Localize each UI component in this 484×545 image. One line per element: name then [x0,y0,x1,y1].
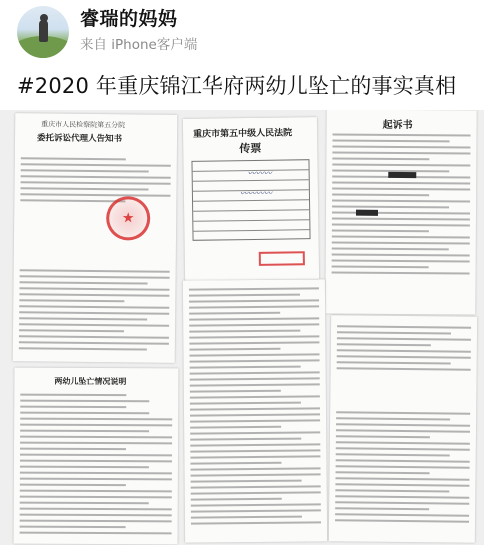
statement-body-text [189,287,321,528]
handwriting: 〰〰〰 [247,168,272,179]
indictment-label: 起诉书 [382,119,413,132]
indictment-body-text [332,134,471,279]
avatar-person [39,20,48,42]
post-source: 来自 iPhone客户端 [80,37,198,53]
application-body-text [337,325,471,374]
post-image[interactable] [0,110,484,545]
document-indictment [325,110,476,315]
username[interactable]: 睿瑞的妈妈 [80,8,178,30]
avatar[interactable] [17,6,69,58]
report-title: 两幼儿坠亡情况说明 [54,375,127,387]
handwriting-2: 〰〰〰〰 [239,188,272,199]
document-title-line1: 重庆市人民检察院第五分院 [41,120,126,130]
document-application-page [329,315,477,543]
official-seal: ★ [106,196,150,240]
document-commission-notice [13,113,178,363]
redaction [388,172,416,178]
document-statement-page [183,279,327,542]
summons-label: 传票 [239,141,262,156]
court-name: 重庆市第五中级人民法院 [193,128,293,140]
application-body-text-lower [335,411,470,526]
document-body-text [20,157,170,207]
document-title-line2: 委托诉讼代理人告知书 [36,133,123,145]
document-summons [183,117,319,281]
court-seal [259,251,305,266]
document-situation-report [14,368,179,545]
document-body-text-lower [19,269,170,355]
post-header [0,0,484,74]
report-body-text [20,394,173,539]
redaction-2 [356,210,378,216]
post-text: #2020 年重庆锦江华府两幼儿坠亡的事实真相 [17,74,457,98]
